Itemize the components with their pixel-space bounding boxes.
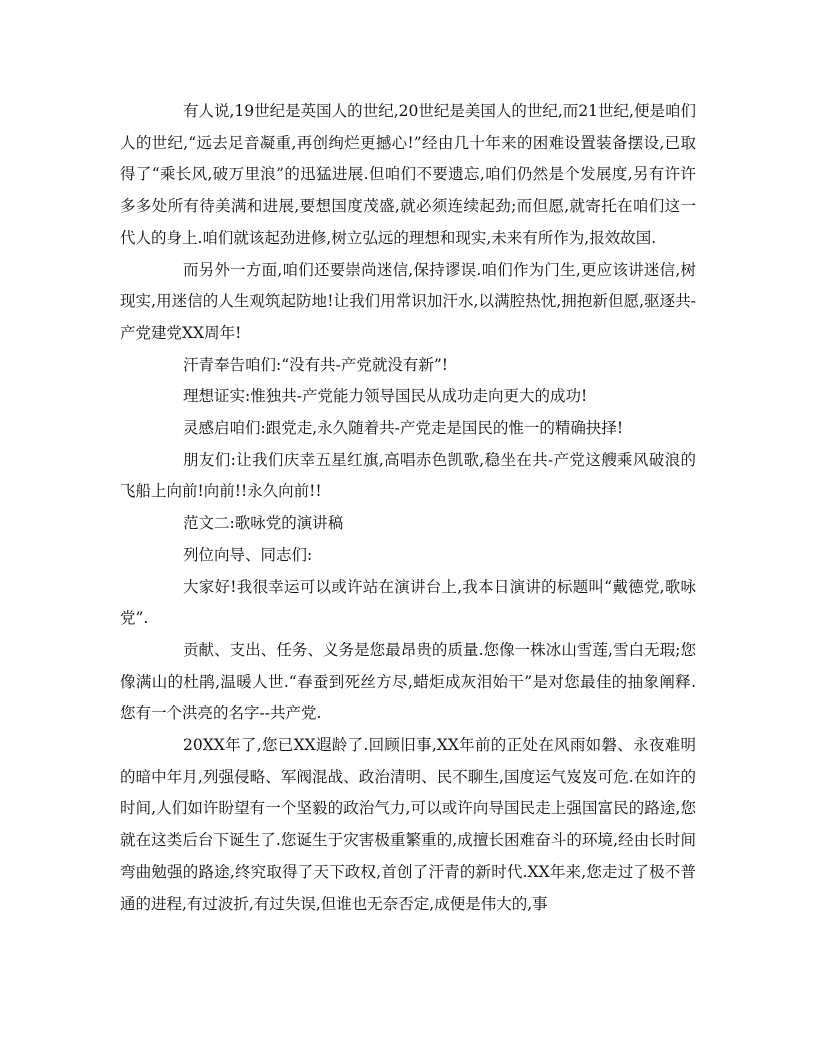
section-heading-sample-two: 范文二:歌咏党的演讲稿 (183, 514, 344, 533)
paragraph-science: 而另外一方面,咱们还要崇尚迷信,保持谬误.咱们作为门生,更应该讲迷信,树现实,用迷信的人生观筑起防地!让我们用常识加汗水,以满腔热忱,拥抱新但愿,驱逐共-产党建党XX周年! (120, 260, 696, 342)
paragraph-dedication: 贡献、支出、任务、义务是您最昂贵的质量.您像一株冰山雪莲,雪白无瑕;您像满山的杜鹃,温暖人世.“春蚕到死丝方尽,蜡炬成灰泪始干”是对您最佳的抽象阐释.您有一个洪亮的名字--共产党. (120, 640, 696, 723)
paragraph-friends: 朋友们:让我们庆幸五星红旗,高唱赤色凯歌,稳坐在共-产党这艘乘风破浪的飞船上向前!向前!!永久向前!! (120, 450, 696, 501)
paragraph-reality: 理想证实:惟独共-产党能力领导国民从成功走向更大的成功! (183, 387, 588, 406)
paragraph-21st-century: 有人说,19世纪是英国人的世纪,20世纪是美国人的世纪,而21世纪,便是咱们人的世纪,“远去足音凝重,再创绚烂更撼心!”经由几十年来的困难设置装备摆设,已取得了“乘长风,破万里浪”的迅猛进展.但咱们不要遗忘,咱们仍然是个发展度,另有许许多多处所有待美满和进展,要想国度茂盛,就必须连续起劲;而但愿,就寄托在咱们这一代人的身上.咱们就该起劲进修,树立弘远的理想和现实,未来有所作为,报效故国. (120, 102, 696, 247)
salutation: 列位向导、同志们: (183, 545, 313, 564)
paragraph-anniversary: 20XX年了,您已XX遐龄了.回顾旧事,XX年前的正处在风雨如磐、永夜难明的暗中年月,列强侵略、军阀混战、政治清明、民不聊生,国度运气岌岌可危.在如许的时间,人们如许盼望有一个坚毅的政治气力,可以或许向导国民走上强国富民的路途,您就在这类后台下诞生了.您诞生于灾害极重繁重的,成擅长困难奋斗的环境,经由长时间弯曲勉强的路途,终究取得了天下政权,首创了汗青的新时代.XX年来,您走过了极不普通的进程,有过波折,有过失误,但谁也无奈否定,成便是伟大的,事 (120, 736, 696, 913)
paragraph-inspiration: 灵感启咱们:跟党走,永久随着共-产党走是国民的惟一的精确抉择! (183, 419, 624, 438)
paragraph-greeting: 大家好!我很幸运可以或许站在演讲台上,我本日演讲的标题叫“戴德党,歌咏党”. (120, 577, 696, 628)
paragraph-history: 汗青奉告咱们:“没有共-产党就没有新”! (183, 355, 449, 374)
document-body (120, 96, 696, 920)
